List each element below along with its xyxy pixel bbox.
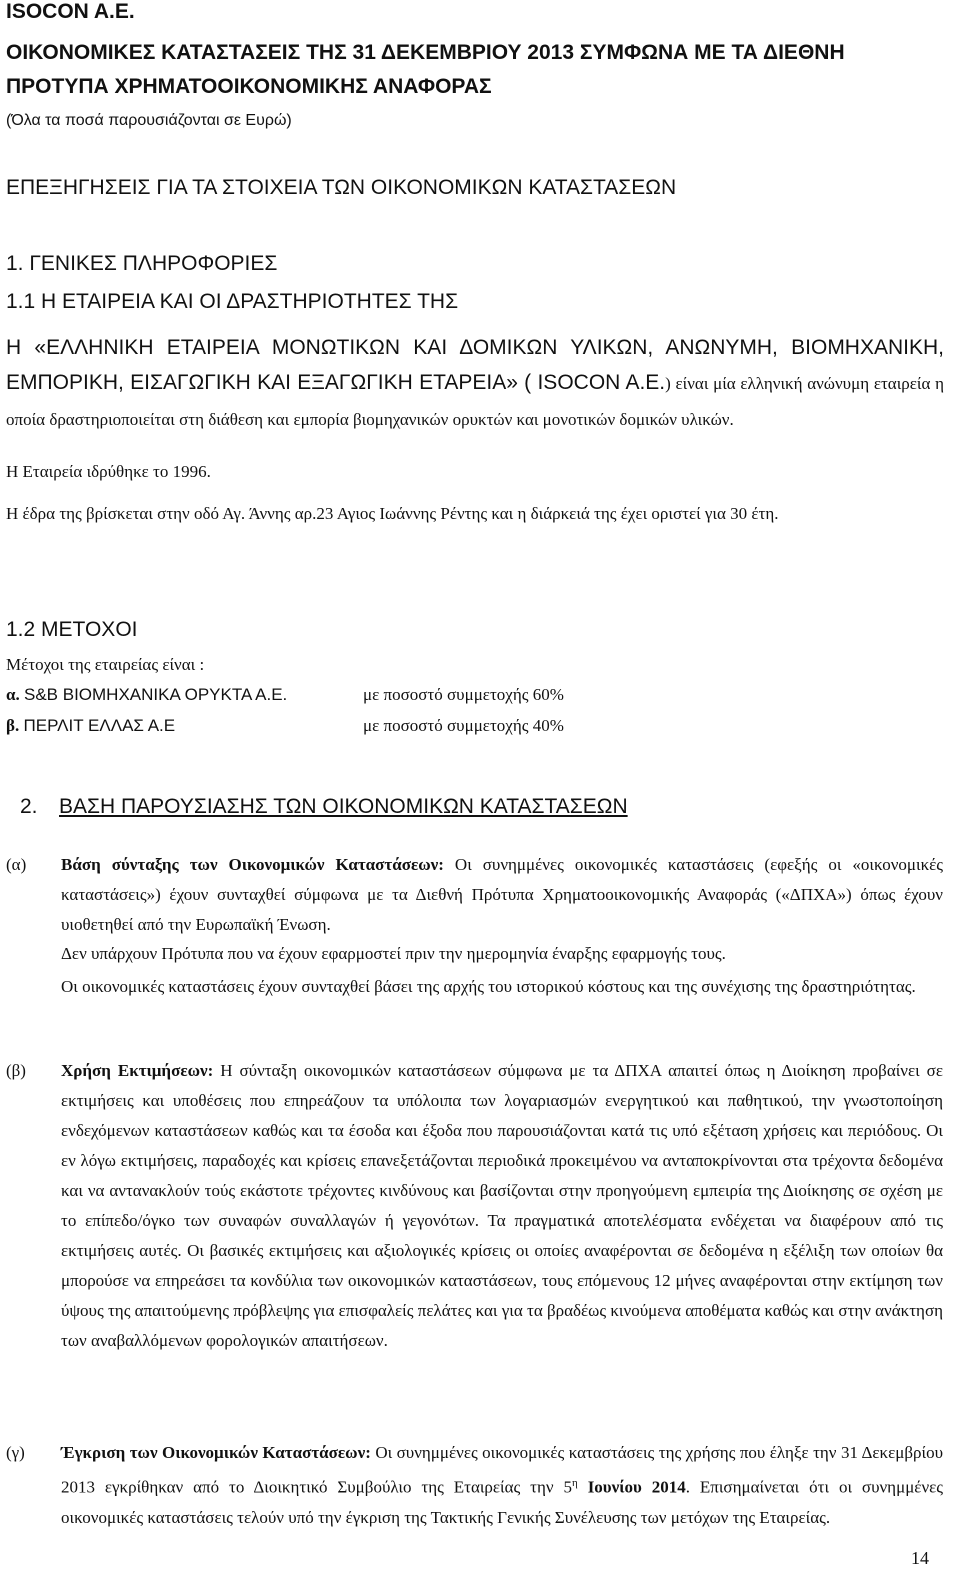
item-beta-title: Χρήση Εκτιμήσεων: — [61, 1061, 214, 1080]
shareholder-name: ΠΕΡΛΙΤ ΕΛΛΑΣ Α.Ε — [23, 716, 176, 735]
currency-note: (Όλα τα ποσά παρουσιάζονται σε Ευρώ) — [6, 112, 292, 129]
section-2-heading — [6, 795, 628, 819]
item-alpha-note: Δεν υπάρχουν Πρότυπα που να έχουν εφαρμοστεί πριν την ημερομηνία έναρξης εφαρμογής τους. — [61, 944, 726, 963]
item-gamma-mark: (γ) — [6, 1443, 25, 1462]
section-2-title: ΒΑΣΗ ΠΑΡΟΥΣΙΑΣΗΣ ΤΩΝ ΟΙΚΟΝΟΜΙΚΩΝ ΚΑΤΑΣΤΑΣΕΩΝ — [59, 795, 628, 818]
item-gamma-title: Έγκριση των Οικονομικών Καταστάσεων: — [61, 1443, 371, 1462]
shareholder-letter: α. — [6, 685, 20, 704]
item-beta-paragraph — [61, 1056, 943, 1356]
document-title: ΟΙΚΟΝΟΜΙΚΕΣ ΚΑΤΑΣΤΑΣΕΙΣ ΤΗΣ 31 ΔΕΚΕΜΒΡΙΟΥ 2013 ΣΥΜΦΩΝΑ ΜΕ ΤΑ ΔΙΕΘΝΗ ΠΡΟΤΥΠΑ ΧΡΗΜΑΤΟΟΙΚΟΝΟΜΙΚΗΣ ΑΝΑΦΟΡΑΣ — [6, 41, 845, 98]
section-1-2-heading: 1.2 ΜΕΤΟΧΟΙ — [6, 618, 138, 641]
item-alpha-paragraph — [61, 850, 943, 940]
page-number: 14 — [911, 1548, 929, 1568]
item-alpha-mark: (α) — [6, 855, 27, 874]
item-gamma-text2: . Επισημαίνεται ότι οι συνημμένες οικονομικές καταστάσεις τελούν υπό την έγκριση της Τακτικής Γενικής Συνέλευσης των μετόχων της Εταιρείας. — [61, 1477, 944, 1527]
shareholder-row — [6, 685, 706, 705]
shareholder-share: με ποσοστό συμμετοχής 60% — [363, 685, 564, 704]
item-gamma-date: Ιουνίου 2014 — [587, 1477, 686, 1497]
shareholder-letter: β. — [6, 716, 20, 735]
section-1-heading: 1. ΓΕΝΙΚΕΣ ΠΛΗΡΟΦΟΡΙΕΣ — [6, 252, 278, 275]
item-alpha-title: Βάση σύνταξης των Οικονομικών Καταστάσεων: — [61, 855, 444, 874]
item-gamma-sup: η — [572, 1477, 578, 1489]
item-alpha-basis: Οι οικονομικές καταστάσεις έχουν συνταχθεί βάσει της αρχής του ιστορικού κόστους και της συνέχισης της δραστηριότητας. — [61, 977, 916, 996]
item-beta-mark: (β) — [6, 1061, 26, 1080]
item-gamma-paragraph — [61, 1438, 943, 1533]
section-1-1-heading: 1.1 Η ΕΤΑΙΡΕΙΑ ΚΑΙ ΟΙ ΔΡΑΣΤΗΡΙΟΤΗΤΕΣ ΤΗΣ — [6, 290, 459, 313]
company-name: ISOCON A.E. — [6, 0, 135, 23]
shareholder-name: S&B ΒΙΟΜΗΧΑΝΙΚΑ ΟΡΥΚΤΑ Α.Ε. — [24, 685, 288, 704]
notes-title: ΕΠΕΞΗΓΗΣΕΙΣ ΓΙΑ ΤΑ ΣΤΟΙΧΕΙΑ ΤΩΝ ΟΙΚΟΝΟΜΙΚΩΝ ΚΑΤΑΣΤΑΣΕΩΝ — [6, 176, 677, 199]
shareholder-row — [6, 716, 706, 736]
company-legal-name: Η «ΕΛΛΗΝΙΚΗ ΕΤΑΙΡΕΙΑ ΜΟΝΩΤΙΚΩΝ ΚΑΙ ΔΟΜΙΚΩΝ ΥΛΙΚΩΝ, ΑΝΩΝΥΜΗ, ΒΙΟΜΗΧΑΝΙΚΗ, ΕΜΠΟΡΙΚΗ, ΕΙΣΑΓΩΓΙΚΗ ΚΑΙ ΕΞΑΓΩΓΙΚΗ ΕΤΑΡΕΙΑ» ( ISOCON A.E. — [6, 336, 944, 394]
company-description — [6, 330, 944, 437]
section-2-number: 2. — [20, 795, 38, 818]
item-alpha-text: Οι συνημμένες οικονομικές καταστάσεις (εφεξής οι «οικονομικές καταστάσεις») έχουν συνταχθεί σύμφωνα με τα Διεθνή Πρότυπα Χρηματοοικονομικής Αναφοράς («ΔΠΧΑ») όπως έχουν υιοθετηθεί από την Ευρωπαϊκή Ένωση. — [61, 855, 944, 934]
shareholder-share: με ποσοστό συμμετοχής 40% — [363, 716, 564, 735]
founded-line: Η Εταιρεία ιδρύθηκε το 1996. — [6, 462, 211, 481]
item-gamma-text: Οι συνημμένες οικονομικές καταστάσεις της χρήσης που έληξε την 31 Δεκεμβρίου 2013 εγκρίθηκαν από το Διοικητικό Συμβούλιο της Εταιρείας την 5 — [61, 1443, 943, 1497]
company-activity: ) είναι μία ελληνική ανώνυμη εταιρεία η οποία δραστηριοποιείται στη διάθεση και εμπορία βιομηχανικών ορυκτών και μονοτικών δομικών υλικών. — [6, 374, 944, 429]
shareholders-intro: Μέτοχοι της εταιρείας είναι : — [6, 655, 205, 674]
item-beta-text: Η σύνταξη οικονομικών καταστάσεων σύμφωνα με τα ΔΠΧΑ απαιτεί όπως η Διοίκηση προβαίνει σε εκτιμήσεις και υποθέσεις που επηρεάζουν τα υπόλοιπα των λογαριασμών ενεργητικού και παθητικού, την γνωστοποίηση ενδεχόμενων καταστάσεων καθώς και τα έσοδα και έξοδα που παρουσιάζονται κατά τις υπό εξέταση χρήσεις και περιόδους. Οι εν λόγω εκτιμήσεις, παραδοχές και κρίσεις επανεξετάζονται περιοδικά προκειμένου να ανταποκρίνονται στα τρέχοντα δεδομένα και να αντανακλούν τούς εκάστοτε τρέχοντες κινδύνους και βασίζονται στην προηγούμενη εμπειρία της Διοίκησης σε σχέση με το επίπεδο/όγκο των συναφών συναλλαγών ή γεγονότων. Τα πραγματικά αποτελέσματα ενδέχεται να διαφέρουν από τις εκτιμήσεις αυτές. Οι βασικές εκτιμήσεις και αξιολογικές κρίσεις οι οποίες αναφέρονται σε δεδομένα η εξέλιξη των οποίων θα μπορούσε να επηρεάσει τα κονδύλια των οικονομικών καταστάσεων, τους επόμενους 12 μήνες αναφέρονται στην εκτίμηση των ύψους της απαιτούμενης πρόβλεψης για επισφαλείς πελάτες και για τα βραδέως κινούμενα αποθέματα καθώς και στην ανάκτηση των αναβαλλόμενων φορολογικών απαιτήσεων. — [61, 1061, 943, 1350]
seat-line: Η έδρα της βρίσκεται στην οδό Αγ. Άννης αρ.23 Αγιος Ιωάννης Ρέντης και η διάρκειά της έχει οριστεί για 30 έτη. — [6, 504, 779, 523]
